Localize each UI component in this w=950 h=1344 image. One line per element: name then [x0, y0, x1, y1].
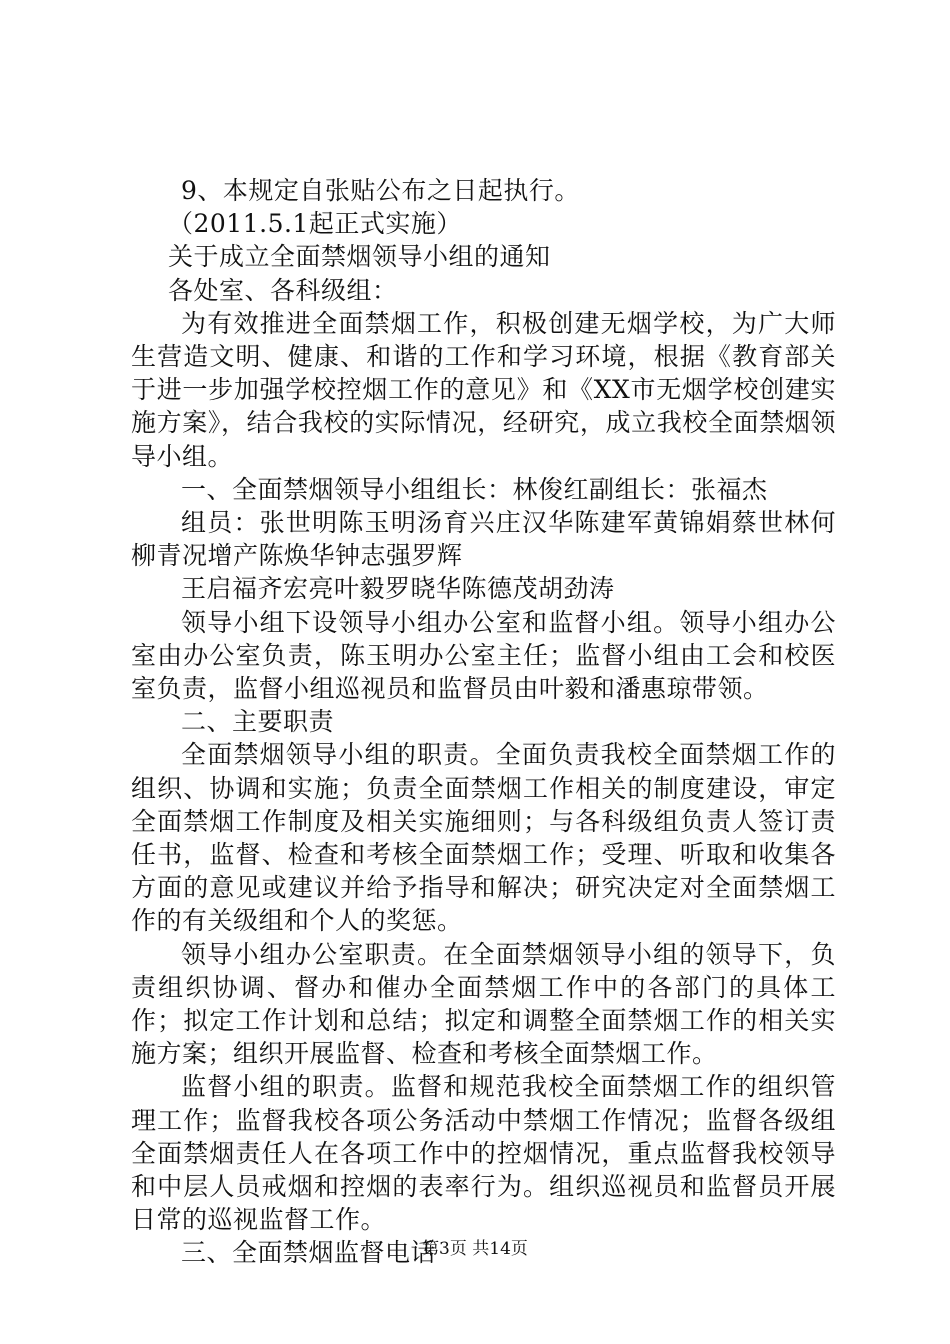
supervision-duties-paragraph: 监督小组的职责。监督和规范我校全面禁烟工作的组织管理工作；监督我校各项公务活动中禁烟工作情况；监督各级组全面禁烟责任人在各项工作中的控烟情况，重点监督我校领导和中层人员戒烟和控烟的表率行为。组织巡视员和监督员开展日常的巡视监督工作。 — [131, 1072, 836, 1235]
leadership-duties-paragraph: 全面禁烟领导小组的职责。全面负责我校全面禁烟工作的组织、协调和实施；负责全面禁烟工作相关的制度建设，审定全面禁烟工作制度及相关实施细则；与各科级组负责人签订责任书，监督、检查和考核全面禁烟工作；受理、听取和收集各方面的意见或建议并给予指导和解决；研究决定对全面禁烟工作的有关级组和个人的奖惩。 — [131, 740, 836, 936]
office-duties-paragraph: 领导小组办公室职责。在全面禁烟领导小组的领导下，负责组织协调、督办和催办全面禁烟工作中的各部门的具体工作；拟定工作计划和总结；拟定和调整全面禁烟工作的相关实施方案；组织开展监督、检查和考核全面禁烟工作。 — [131, 939, 836, 1069]
section-3-heading: 三、全面禁烟监督电话 — [181, 1238, 437, 1268]
section-2-heading: 二、主要职责 — [181, 707, 335, 737]
document-body — [131, 174, 836, 1270]
members-paragraph: 组员：张世明陈玉明汤育兴庄汉华陈建军黄锦娟蔡世林何柳青况增产陈焕华钟志强罗辉 — [131, 507, 836, 571]
section-1-leaders: 一、全面禁烟领导小组组长：林俊红副组长：张福杰 — [181, 474, 768, 504]
notice-recipients: 各处室、各科级组： — [168, 275, 398, 305]
members-continued: 王启福齐宏亮叶毅罗晓华陈德茂胡劲涛 — [181, 574, 615, 604]
office-setup-paragraph: 领导小组下设领导小组办公室和监督小组。领导小组办公室由办公室负责，陈玉明办公室主任；监督小组由工会和校医室负责，监督小组巡视员和监督员由叶毅和潘惠琼带领。 — [131, 607, 836, 703]
intro-paragraph: 为有效推进全面禁烟工作，积极创建无烟学校，为广大师生营造文明、健康、和谐的工作和学习环境，根据《教育部关于进一步加强学校控烟工作的意见》和《XX市无烟学校创建实施方案》，结合我校的实际情况，经研究，成立我校全面禁烟领导小组。 — [131, 308, 836, 471]
notice-title: 关于成立全面禁烟领导小组的通知 — [168, 242, 551, 272]
page-number-footer: 第3页 共14页 — [422, 1239, 528, 1259]
effective-date-note: （2011.5.1起正式实施） — [168, 209, 462, 239]
rule-item-9: 9、本规定自张贴公布之日起执行。 — [181, 176, 580, 205]
